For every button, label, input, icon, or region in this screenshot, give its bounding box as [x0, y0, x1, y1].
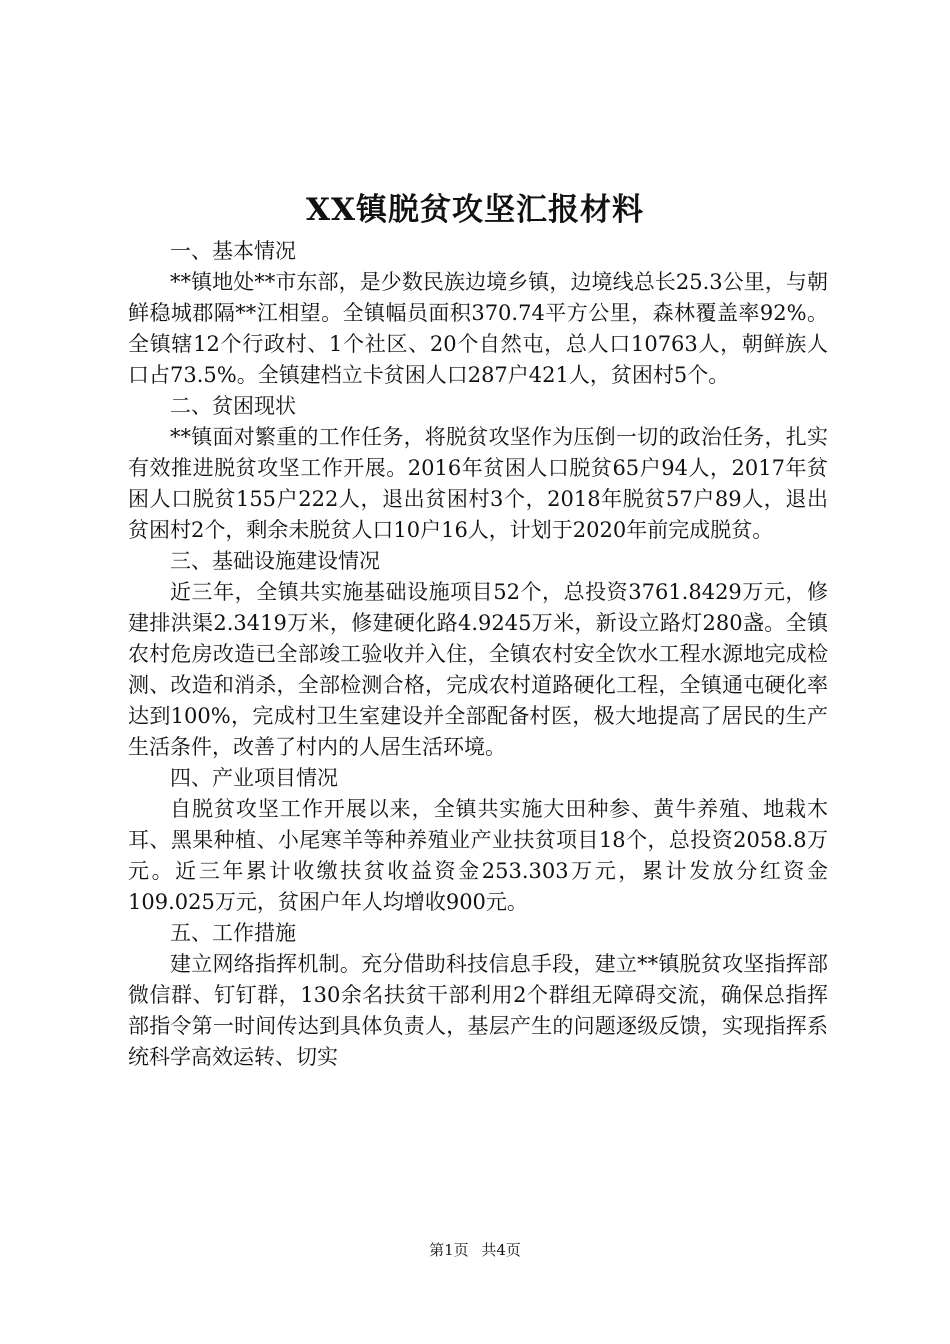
- page-footer: [0, 1240, 950, 1260]
- section-heading-industry-projects: 四、产业项目情况: [170, 766, 338, 790]
- section-body-work-measures: 建立网络指挥机制。充分借助科技信息手段，建立**镇脱贫攻坚指挥部微信群、钉钉群，130余名扶贫干部利用2个群组无障碍交流，确保总指挥部指令第一时间传达到具体负责人，基层产生的问题逐级反馈，实现指挥系统科学高效运转、切实: [128, 952, 828, 1069]
- section-body-industry-projects: 自脱贫攻坚工作开展以来，全镇共实施大田种参、黄牛养殖、地栽木耳、黑果种植、小尾寒羊等种养殖业产业扶贫项目18个，总投资2058.8万元。近三年累计收缴扶贫收益资金253.303万元，累计发放分红资金109.025万元，贫困户年人均增收900元。: [128, 797, 828, 914]
- document-title: XX镇脱贫攻坚汇报材料: [305, 192, 645, 228]
- section-heading-poverty-status: 二、贫困现状: [170, 394, 296, 418]
- section-heading-infrastructure: 三、基础设施建设情况: [170, 549, 380, 573]
- page-number-current: 第1页: [429, 1241, 469, 1259]
- section-heading-basic-info: 一、基本情况: [170, 239, 296, 263]
- section-body-poverty-status: **镇面对繁重的工作任务，将脱贫攻坚作为压倒一切的政治任务，扎实有效推进脱贫攻坚工作开展。2016年贫困人口脱贫65户94人，2017年贫困人口脱贫155户222人，退出贫困村3个，2018年脱贫57户89人，退出贫困村2个，剩余未脱贫人口10户16人，计划于2020年前完成脱贫。: [128, 425, 828, 542]
- section-body-basic-info: **镇地处**市东部，是少数民族边境乡镇，边境线总长25.3公里，与朝鲜稳城郡隔**江相望。全镇幅员面积370.74平方公里，森林覆盖率92%。全镇辖12个行政村、1个社区、20个自然屯，总人口10763人，朝鲜族人口占73.5%。全镇建档立卡贫困人口287户421人，贫困村5个。: [128, 270, 828, 387]
- document-body: [128, 236, 828, 1073]
- section-body-infrastructure: 近三年，全镇共实施基础设施项目52个，总投资3761.8429万元，修建排洪渠2.3419万米，修建硬化路4.9245万米，新设立路灯280盏。全镇农村危房改造已全部竣工验收并入住，全镇农村安全饮水工程水源地完成检测、改造和消杀，全部检测合格，完成农村道路硬化工程，全镇通屯硬化率达到100%，完成村卫生室建设并全部配备村医，极大地提高了居民的生产生活条件，改善了村内的人居生活环境。: [128, 580, 828, 759]
- section-heading-work-measures: 五、工作措施: [170, 921, 296, 945]
- page-number-total: 共4页: [481, 1241, 521, 1259]
